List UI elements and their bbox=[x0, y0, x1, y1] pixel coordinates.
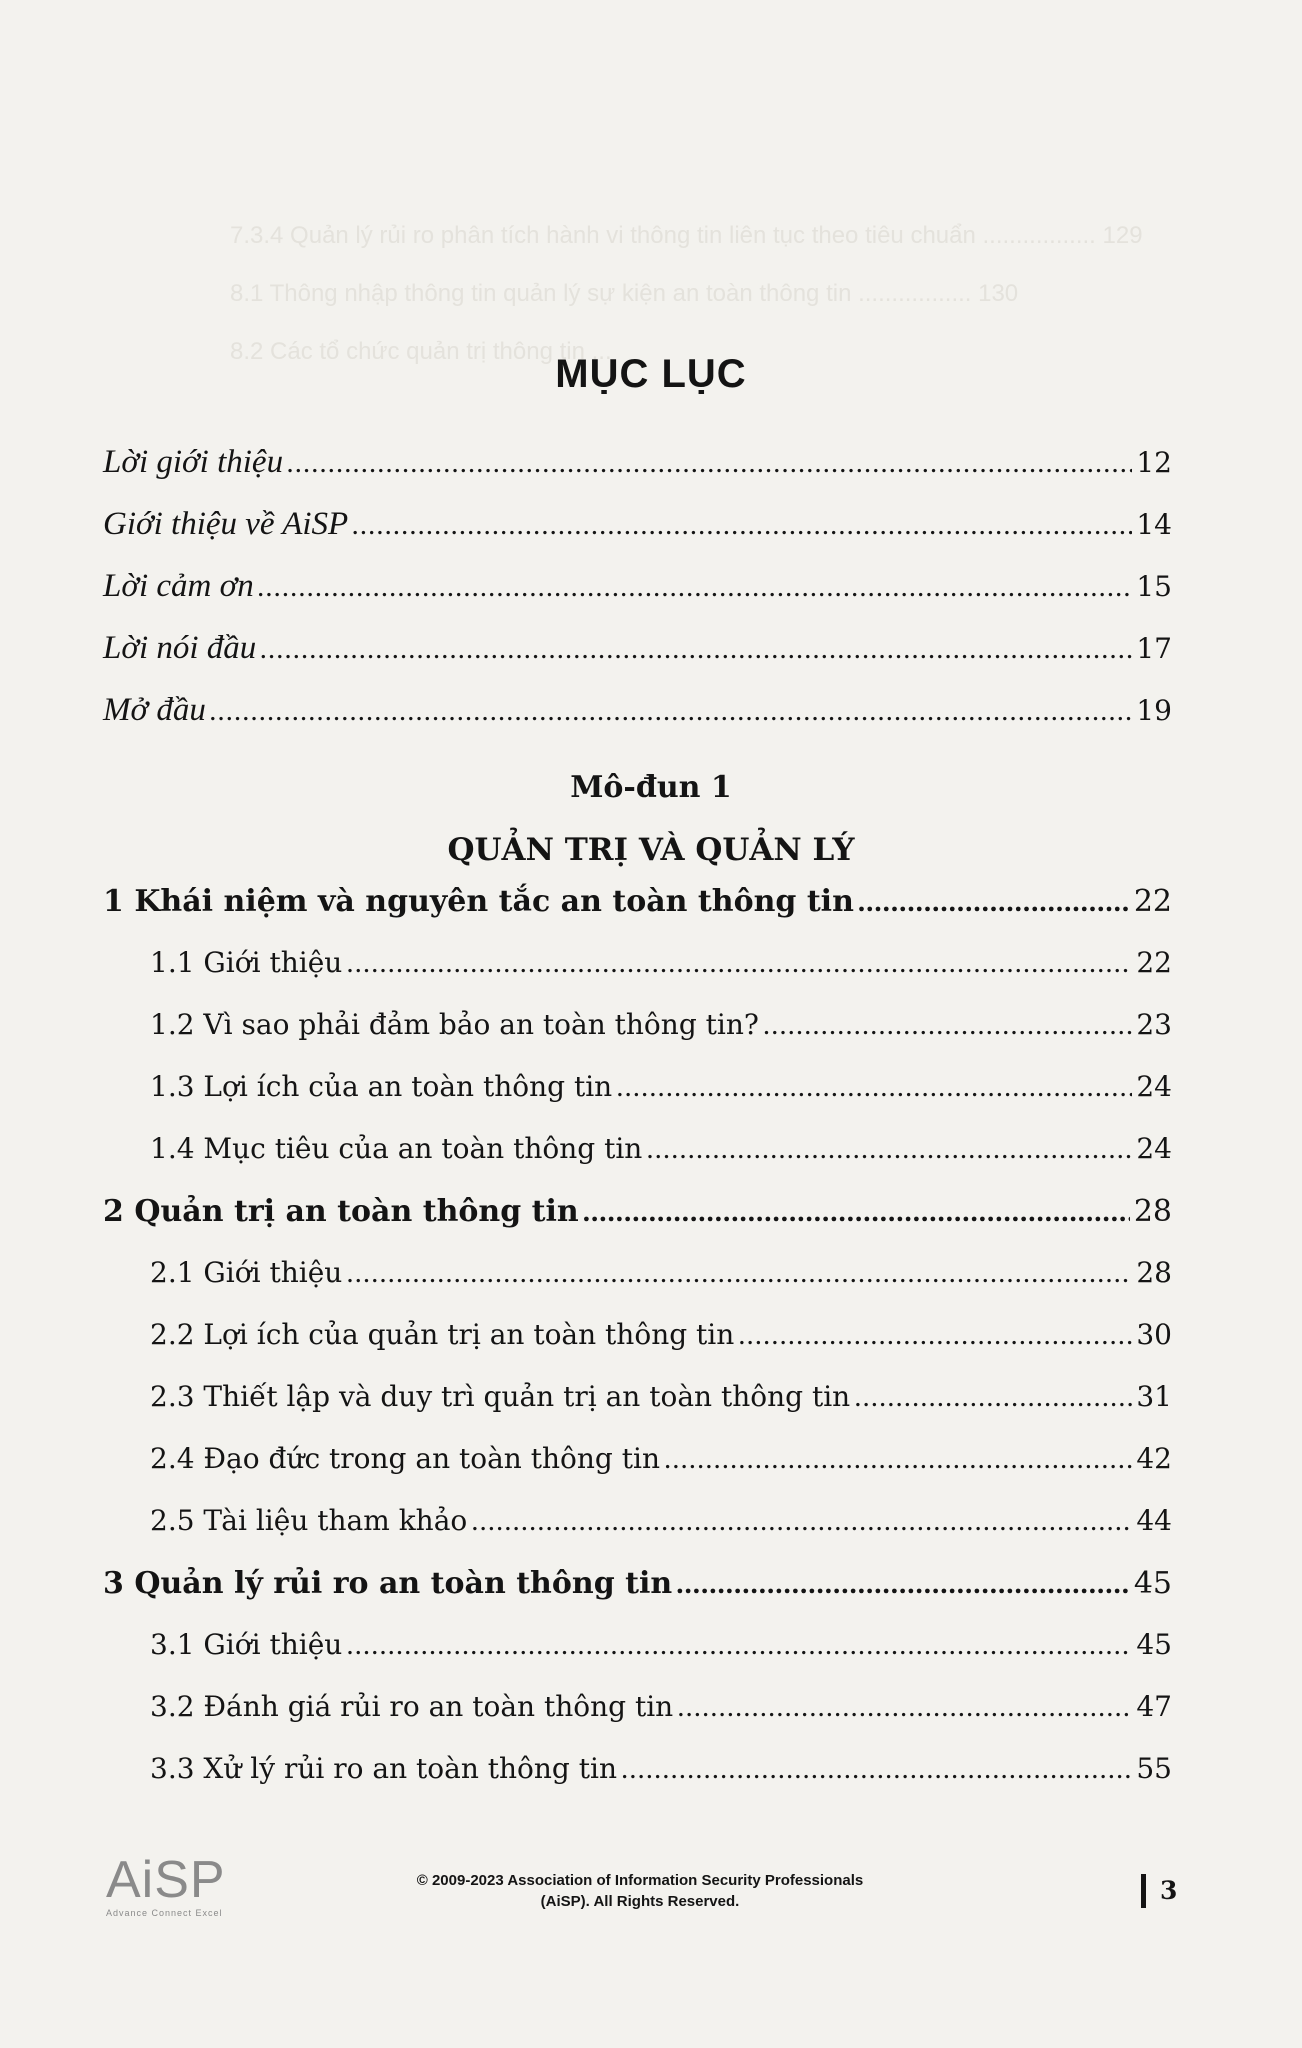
toc-entry-page: 24 bbox=[1136, 1070, 1172, 1103]
toc-entry-page: 45 bbox=[1136, 1628, 1172, 1661]
toc-entry-page: 44 bbox=[1136, 1504, 1172, 1537]
toc-entry-title: Lời giới thiệu bbox=[103, 444, 284, 480]
toc-entry-title: 1.2 Vì sao phải đảm bảo an toàn thông tin? bbox=[150, 1008, 759, 1041]
dot-leader bbox=[471, 1505, 1132, 1538]
toc-entry-page: 24 bbox=[1136, 1132, 1172, 1165]
copyright-notice bbox=[380, 1870, 900, 1912]
toc-entry-page: 12 bbox=[1136, 446, 1172, 479]
dot-leader bbox=[287, 447, 1132, 480]
toc-entry-page: 31 bbox=[1136, 1380, 1172, 1413]
toc-entry bbox=[150, 1256, 1172, 1296]
toc-entry-title: Lời cảm ơn bbox=[103, 568, 254, 604]
page-title: MỤC LỤC bbox=[555, 352, 747, 396]
toc-entry-title: 3.2 Đánh giá rủi ro an toàn thông tin bbox=[150, 1690, 674, 1723]
toc-entry-page: 22 bbox=[1136, 946, 1172, 979]
dot-leader bbox=[738, 1319, 1132, 1352]
toc-entry bbox=[150, 1008, 1172, 1048]
toc-entry-page: 47 bbox=[1136, 1690, 1172, 1723]
dot-leader bbox=[664, 1443, 1132, 1476]
dot-leader bbox=[258, 571, 1133, 604]
dot-leader bbox=[583, 1196, 1130, 1229]
toc-section bbox=[103, 1194, 1172, 1234]
dot-leader bbox=[260, 633, 1132, 666]
bleed-through-line: 8.2 Các tổ chức quản trị thông tin ... bbox=[230, 338, 612, 365]
dot-leader bbox=[346, 1257, 1132, 1290]
toc-entry-title: 2.5 Tài liệu tham khảo bbox=[150, 1504, 468, 1537]
toc-section bbox=[103, 884, 1172, 924]
toc-entry-title: Lời nói đầu bbox=[103, 630, 257, 666]
toc-entry-title: Giới thiệu về AiSP bbox=[103, 506, 349, 542]
toc-section-title: 2 Quản trị an toàn thông tin bbox=[103, 1194, 579, 1229]
aisp-logo-tagline: Advance Connect Excel bbox=[106, 1908, 223, 1918]
bleed-through-line: 8.1 Thông nhập thông tin quản lý sự kiện an toàn thông tin ................. 130 bbox=[230, 280, 1019, 307]
toc-entry-page: 42 bbox=[1136, 1442, 1172, 1475]
toc-entry-title: 1.3 Lợi ích của an toàn thông tin bbox=[150, 1070, 613, 1103]
toc-entry bbox=[150, 1628, 1172, 1668]
toc-section-page: 45 bbox=[1133, 1566, 1172, 1601]
dot-leader bbox=[677, 1691, 1132, 1724]
toc-entry bbox=[150, 1070, 1172, 1110]
toc-entry bbox=[150, 1504, 1172, 1544]
toc-entry bbox=[150, 1752, 1172, 1792]
toc-entry-title: 3.1 Giới thiệu bbox=[150, 1628, 343, 1661]
dot-leader bbox=[621, 1753, 1132, 1786]
toc-entry bbox=[150, 1132, 1172, 1172]
toc-entry-title: 1.4 Mục tiêu của an toàn thông tin bbox=[150, 1132, 643, 1165]
page-number-divider bbox=[1141, 1874, 1146, 1908]
toc-section bbox=[103, 1566, 1172, 1606]
copyright-line: (AiSP). All Rights Reserved. bbox=[540, 1893, 740, 1910]
aisp-logo bbox=[106, 1851, 256, 1918]
bleed-through-line: 7.3.4 Quản lý rủi ro phân tích hành vi thông tin liên tục theo tiêu chuẩn ................. 129 bbox=[230, 222, 1143, 249]
dot-leader bbox=[210, 695, 1133, 728]
toc-entry-title: Mở đầu bbox=[103, 692, 206, 728]
toc-entry-title: 2.1 Giới thiệu bbox=[150, 1256, 343, 1289]
toc-entry-title: 2.2 Lợi ích của quản trị an toàn thông tin bbox=[150, 1318, 735, 1351]
toc-entry bbox=[103, 692, 1172, 732]
toc-entry-page: 23 bbox=[1136, 1008, 1172, 1041]
toc-entry-title: 3.3 Xử lý rủi ro an toàn thông tin bbox=[150, 1752, 617, 1785]
toc-entry bbox=[103, 568, 1172, 608]
toc-entry bbox=[103, 630, 1172, 670]
copyright-line: © 2009-2023 Association of Information Security Professionals bbox=[416, 1872, 864, 1889]
toc-section-page: 28 bbox=[1133, 1194, 1172, 1229]
page-number: 3 bbox=[1160, 1876, 1178, 1905]
toc-entry-title: 2.3 Thiết lập và duy trì quản trị an toàn thông tin bbox=[150, 1380, 851, 1413]
toc-entry bbox=[150, 1690, 1172, 1730]
toc-section-page: 22 bbox=[1133, 884, 1172, 919]
toc-entry bbox=[103, 444, 1172, 484]
toc-entry bbox=[103, 506, 1172, 546]
toc-entry bbox=[150, 1318, 1172, 1358]
dot-leader bbox=[763, 1009, 1132, 1042]
toc-entry-page: 19 bbox=[1136, 694, 1172, 727]
dot-leader bbox=[676, 1568, 1130, 1601]
dot-leader bbox=[352, 509, 1132, 542]
toc-entry-title: 2.4 Đạo đức trong an toàn thông tin bbox=[150, 1442, 660, 1475]
toc-entry bbox=[150, 946, 1172, 986]
module-label: Mô-đun 1 bbox=[570, 770, 732, 805]
toc-section-title: 1 Khái niệm và nguyên tắc an toàn thông tin bbox=[103, 884, 854, 919]
aisp-logo-mark: AiSP bbox=[106, 1851, 226, 1909]
dot-leader bbox=[858, 886, 1130, 919]
toc-entry-page: 55 bbox=[1136, 1752, 1172, 1785]
dot-leader bbox=[854, 1381, 1132, 1414]
dot-leader bbox=[346, 947, 1132, 980]
module-name: QUẢN TRỊ VÀ QUẢN LÝ bbox=[447, 832, 855, 868]
toc-entry-page: 14 bbox=[1136, 508, 1172, 541]
dot-leader bbox=[646, 1133, 1132, 1166]
toc-entry bbox=[150, 1442, 1172, 1482]
toc-entry-page: 17 bbox=[1136, 632, 1172, 665]
dot-leader bbox=[616, 1071, 1132, 1104]
toc-entry-title: 1.1 Giới thiệu bbox=[150, 946, 343, 979]
toc-entry-page: 15 bbox=[1136, 570, 1172, 603]
toc-section-title: 3 Quản lý rủi ro an toàn thông tin bbox=[103, 1566, 673, 1601]
dot-leader bbox=[346, 1629, 1132, 1662]
toc-entry-page: 28 bbox=[1136, 1256, 1172, 1289]
toc-entry bbox=[150, 1380, 1172, 1420]
toc-entry-page: 30 bbox=[1136, 1318, 1172, 1351]
